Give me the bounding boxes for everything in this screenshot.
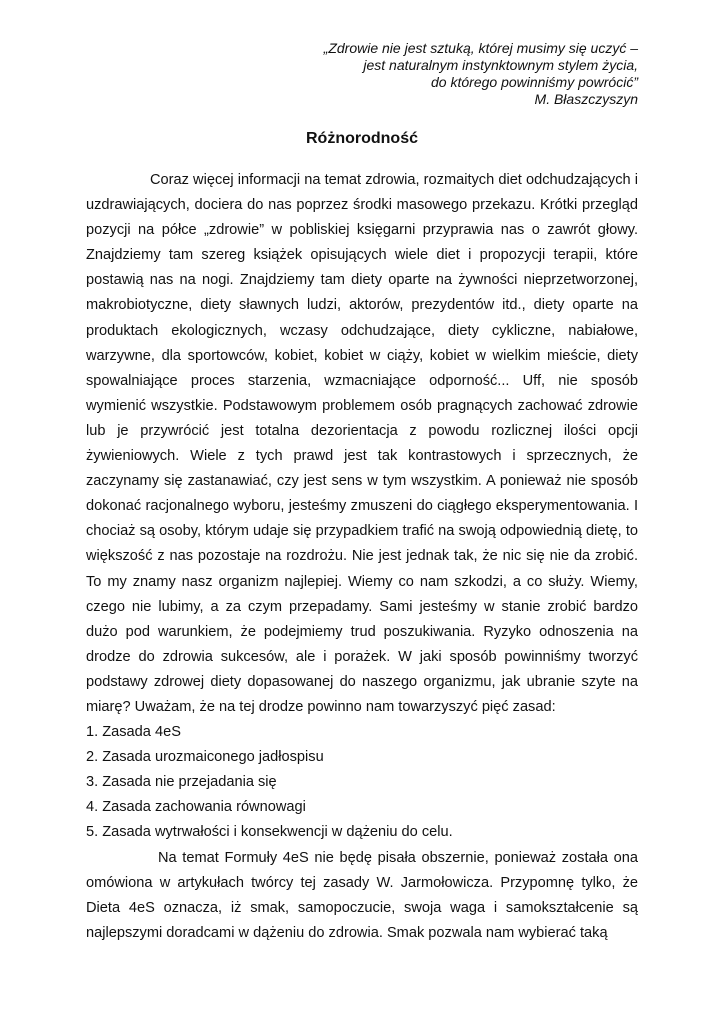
document-page bbox=[86, 40, 638, 946]
motto-line: do którego powinniśmy powrócić” bbox=[431, 74, 638, 90]
rules-list bbox=[86, 720, 638, 845]
list-item: 3. Zasada nie przejadania się bbox=[86, 774, 277, 791]
motto-line: „Zdrowie nie jest sztuką, której musimy się uczyć – bbox=[323, 40, 638, 56]
list-item: 1. Zasada 4eS bbox=[86, 724, 181, 741]
motto-line: jest naturalnym instynktownym stylem życia, bbox=[363, 57, 638, 73]
document-title: Różnorodność bbox=[306, 130, 418, 147]
paragraph-formula: Na temat Formuły 4eS nie będę pisała obszernie, ponieważ została ona omówiona w artykułach twórcy tej zasady W. Jarmołowicza. Przypomnę tylko, że Dieta 4eS oznacza, iż smak, samopoczucie, swoja waga i samokształcenie są najlepszymi doradcami w dążeniu do zdrowia. Smak pozwala nam wybierać taką bbox=[86, 849, 638, 941]
list-item: 2. Zasada urozmaiconego jadłospisu bbox=[86, 749, 324, 766]
paragraph-intro: Coraz więcej informacji na temat zdrowia, rozmaitych diet odchudzających i uzdrawiających, dociera do nas poprzez środki masowego przekazu. Krótki przegląd pozycji na półce „zdrowie” w pobliskiej księgarni przyprawia nas o zawrót głowy. Znajdziemy tam szereg książek opisujących wiele diet i propozycji terapii, które postawią nas na nogi. Znajdziemy tam diety oparte na żywności nieprzetworzonej, makrobiotyczne, diety sławnych ludzi, aktorów, prezydentów itd., diety oparte na produktach ekologicznych, wczasy odchudzające, diety cykliczne, nabiałowe, warzywne, dla sportowców, kobiet, kobiet w ciąży, kobiet w wielkim mieście, diety spowalniające proces starzenia, wzmacniające odporność... Uff, nie sposób wymienić wszystkie. Podstawowym problemem osób pragnących zachować zdrowie lub je przywrócić jest totalna dezorientacja z powodu rozlicznej ilości opcji żywieniowych. Wiele z tych prawd jest tak kontrastowych i sprzecznych, że zaczynamy się zastanawiać, czy jest sens w tym wszystkim. A ponieważ nie sposób dokonać racjonalnego wyboru, jesteśmy zmuszeni do ciągłego eksperymentowania. I chociaż są osoby, którym udaje się przypadkiem trafić na swoją odpowiednią dietę, to większość z nas pozostaje na rozdrożu. Nie jest jednak tak, że nic się nie da zrobić. To my znamy nasz organizm najlepiej. Wiemy co nam szkodzi, a co służy. Wiemy, czego nie lubimy, a za czym przepadamy. Sami jesteśmy w stanie zrobić bardzo dużo pod warunkiem, że podejmiemy trud poszukiwania. Ryzyko odnoszenia na drodze do zdrowia sukcesów, ale i porażek. W jaki sposób powinniśmy tworzyć podstawy zdrowej diety dopasowanej do naszego organizmu, jak ubranie szyte na miarę? Uważam, że na tej drodze powinno nam towarzyszyć pięć zasad: bbox=[86, 172, 638, 715]
list-item: 4. Zasada zachowania równowagi bbox=[86, 799, 306, 816]
motto-quote bbox=[86, 40, 638, 108]
motto-author: M. Błaszczyszyn bbox=[534, 91, 638, 107]
list-item: 5. Zasada wytrwałości i konsekwencji w dążeniu do celu. bbox=[86, 824, 453, 841]
